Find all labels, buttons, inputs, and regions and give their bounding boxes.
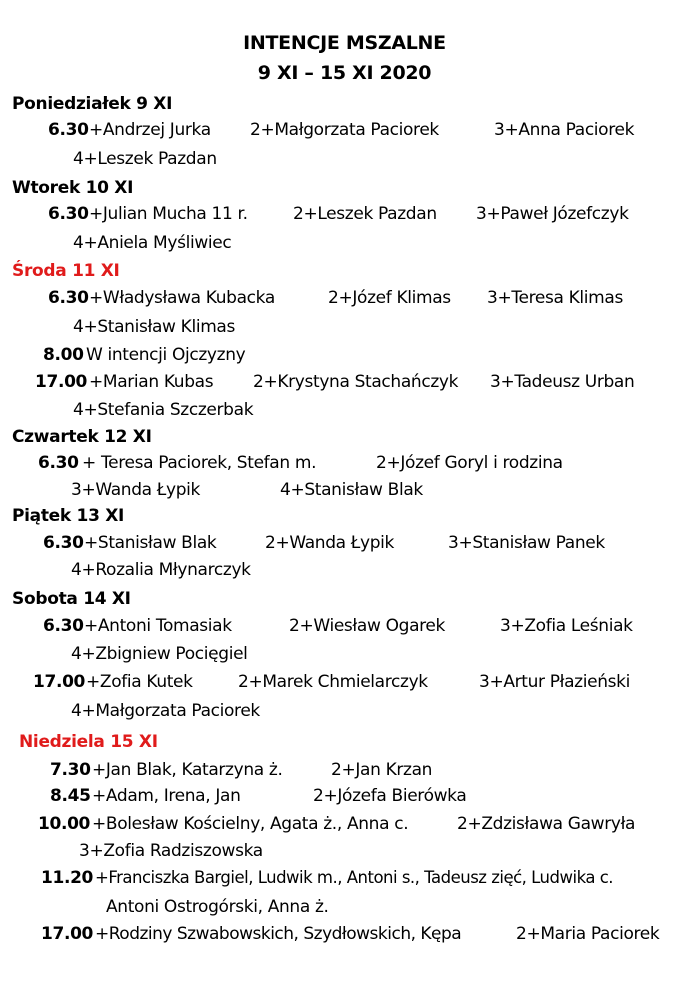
mass-time: 6.30	[38, 453, 79, 473]
intention: 2+Maria Paciorek	[516, 924, 660, 944]
intention: +Julian Mucha 11 r.	[89, 204, 248, 224]
day-heading-thursday: Czwartek 12 XI	[12, 427, 152, 447]
intention: +Bolesław Kościelny, Agata ż., Anna c.	[92, 814, 409, 834]
mass-time: 17.00	[41, 924, 94, 944]
intention: 3+Anna Paciorek	[494, 120, 635, 140]
intention: 2+Józef Klimas	[328, 288, 451, 308]
mass-time: 7.30	[50, 760, 91, 780]
day-heading-tuesday: Wtorek 10 XI	[12, 178, 134, 198]
intention: 3+Paweł Józefczyk	[476, 204, 629, 224]
day-heading-saturday: Sobota 14 XI	[12, 589, 131, 609]
mass-time: 17.00	[35, 372, 88, 392]
intention: +Antoni Tomasiak	[84, 616, 232, 636]
mass-time: 10.00	[38, 814, 91, 834]
intention: 3+Tadeusz Urban	[490, 372, 635, 392]
intention: + Teresa Paciorek, Stefan m.	[82, 453, 317, 473]
intention: 2+Józef Goryl i rodzina	[376, 453, 563, 473]
intention: Antoni Ostrogórski, Anna ż.	[106, 897, 329, 917]
day-heading-monday: Poniedziałek 9 XI	[12, 94, 173, 114]
intention: +Adam, Irena, Jan	[92, 786, 241, 806]
intention: 4+Małgorzata Paciorek	[71, 701, 260, 721]
intention: 2+Krystyna Stachańczyk	[253, 372, 459, 392]
day-heading-friday: Piątek 13 XI	[12, 506, 125, 526]
intention: 4+Rozalia Młynarczyk	[71, 560, 251, 580]
day-heading-wednesday: Środa 11 XI	[12, 261, 120, 281]
mass-time: 6.30	[48, 120, 89, 140]
mass-time: 17.00	[33, 672, 86, 692]
intention: 3+Zofia Leśniak	[500, 616, 633, 636]
intention: +Władysława Kubacka	[89, 288, 275, 308]
intention: 2+Józefa Bierówka	[313, 786, 467, 806]
intention: 2+Leszek Pazdan	[293, 204, 437, 224]
intention: +Stanisław Blak	[84, 533, 217, 553]
intention: 3+Zofia Radziszowska	[79, 841, 263, 861]
intention: 3+Artur Płazieński	[479, 672, 631, 692]
intention: 4+Stefania Szczerbak	[73, 400, 254, 420]
intention: 4+Stanisław Klimas	[73, 317, 235, 337]
intention: +Marian Kubas	[89, 372, 214, 392]
day-heading-sunday: Niedziela 15 XI	[19, 732, 158, 752]
intention: 4+Stanisław Blak	[280, 480, 423, 500]
intention: +Jan Blak, Katarzyna ż.	[92, 760, 283, 780]
mass-time: 6.30	[43, 533, 84, 553]
intention: 3+Teresa Klimas	[487, 288, 623, 308]
mass-time: 8.00	[43, 345, 84, 365]
mass-time: 6.30	[48, 288, 89, 308]
intention: 3+Stanisław Panek	[448, 533, 605, 553]
intention: W intencji Ojczyzny	[86, 345, 246, 365]
intention: 3+Wanda Łypik	[71, 480, 201, 500]
intention: 2+Wanda Łypik	[265, 533, 395, 553]
intention: +Franciszka Bargiel, Ludwik m., Antoni s., Tadeusz zięć, Ludwika c.	[95, 868, 614, 887]
intention: 4+Zbigniew Pocięgiel	[71, 644, 248, 664]
intention: 2+Marek Chmielarczyk	[238, 672, 428, 692]
intention: 4+Aniela Myśliwiec	[73, 233, 232, 253]
intention: 2+Jan Krzan	[331, 760, 433, 780]
intention: +Zofia Kutek	[86, 672, 193, 692]
mass-time: 8.45	[50, 786, 91, 806]
intention: 4+Leszek Pazdan	[73, 149, 217, 169]
intention: 2+Wiesław Ogarek	[289, 616, 445, 636]
mass-time: 11.20	[41, 868, 94, 888]
intention: 2+Małgorzata Paciorek	[250, 120, 439, 140]
mass-time: 6.30	[48, 204, 89, 224]
document-date-range: 9 XI – 15 XI 2020	[257, 62, 432, 84]
intention: +Rodziny Szwabowskich, Szydłowskich, Kępa	[95, 924, 462, 944]
intention: +Andrzej Jurka	[89, 120, 211, 140]
intention: 2+Zdzisława Gawryła	[457, 814, 636, 834]
mass-time: 6.30	[43, 616, 84, 636]
document-title: INTENCJE MSZALNE	[243, 32, 446, 54]
